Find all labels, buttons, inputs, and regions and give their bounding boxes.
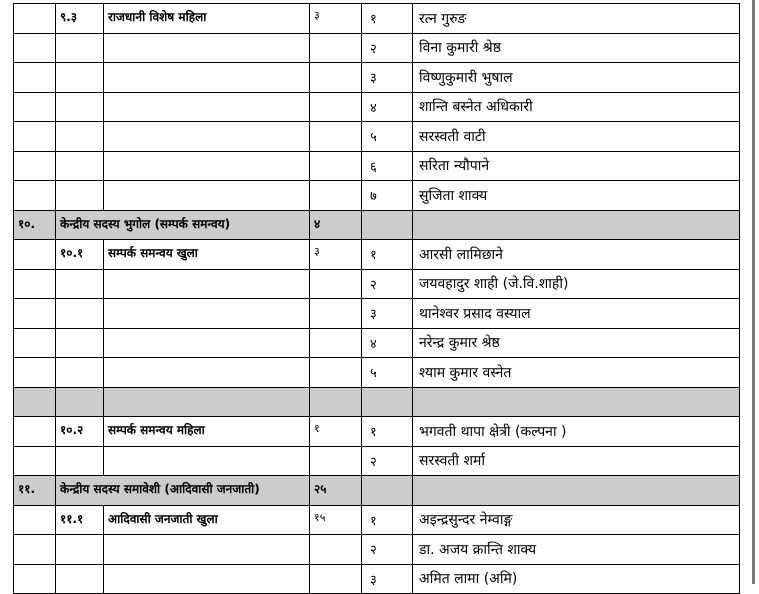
serial-cell (362, 387, 413, 417)
serial-cell: ३ (362, 564, 413, 594)
subcategory-title-cell (104, 181, 310, 211)
section-number-cell (14, 240, 56, 270)
subcategory-number-cell: १०.१ (56, 240, 104, 270)
serial-cell (362, 476, 413, 506)
section-number-cell (14, 299, 56, 329)
section-number-cell: ११. (14, 476, 56, 506)
subcategory-number-cell (56, 328, 104, 358)
candidate-name-cell: अमित लामा (अमि) (413, 564, 740, 594)
serial-cell: १ (362, 4, 413, 34)
candidate-name-cell (413, 387, 740, 417)
serial-cell: ४ (362, 92, 413, 122)
candidate-name-cell: विष्णुकुमारी भुषाल (413, 63, 740, 93)
subcategory-title-cell: सम्पर्क समन्वय खुला (104, 240, 310, 270)
serial-cell: ५ (362, 358, 413, 388)
serial-cell: २ (362, 33, 413, 63)
subcategory-row (14, 4, 740, 34)
candidate-name-cell: सरिता न्यौपाने (413, 151, 740, 181)
subcategory-title-cell (104, 33, 310, 63)
serial-cell: ६ (362, 151, 413, 181)
subcategory-title-cell (104, 299, 310, 329)
subcategory-number-cell (56, 535, 104, 565)
section-number-cell (14, 4, 56, 34)
subcategory-title-cell (104, 269, 310, 299)
subcategory-title-cell (104, 328, 310, 358)
subcategory-title-cell (104, 387, 310, 417)
subcategory-number-cell: १०.२ (56, 417, 104, 447)
serial-cell: २ (362, 269, 413, 299)
section-number-cell (14, 564, 56, 594)
section-number-cell (14, 358, 56, 388)
serial-cell: ५ (362, 122, 413, 152)
subcategory-number-cell: ९.३ (56, 4, 104, 34)
section-number-cell (14, 446, 56, 476)
seat-count-cell (310, 269, 362, 299)
subcategory-title-cell: सम्पर्क समन्वय महिला (104, 417, 310, 447)
seat-count-cell: २५ (310, 476, 362, 506)
serial-cell: ३ (362, 63, 413, 93)
candidate-name-cell: विना कुमारी श्रेष्ठ (413, 33, 740, 63)
section-number-cell (14, 417, 56, 447)
section-number-cell (14, 122, 56, 152)
candidate-name-cell: सरस्वती शर्मा (413, 446, 740, 476)
seat-count-cell (310, 151, 362, 181)
candidate-name-cell: अइन्द्रसुन्दर नेम्वाङ्ग (413, 505, 740, 535)
candidate-row (14, 63, 740, 93)
subcategory-title-cell (104, 564, 310, 594)
candidate-name-cell: भगवती थापा क्षेत्री (कल्पना ) (413, 417, 740, 447)
section-number-cell (14, 328, 56, 358)
page-edge-line (752, 0, 755, 584)
seat-count-cell (310, 181, 362, 211)
serial-cell: १ (362, 240, 413, 270)
subcategory-number-cell: ११.१ (56, 505, 104, 535)
candidate-row (14, 328, 740, 358)
seat-count-cell (310, 328, 362, 358)
candidate-name-cell: थानेश्वर प्रसाद वस्याल (413, 299, 740, 329)
candidate-row (14, 535, 740, 565)
candidate-row (14, 92, 740, 122)
blank-row (14, 387, 740, 417)
serial-cell: १ (362, 505, 413, 535)
seat-count-cell (310, 33, 362, 63)
candidate-name-cell: सुजिता शाक्य (413, 181, 740, 211)
serial-cell: ३ (362, 299, 413, 329)
subcategory-number-cell (56, 63, 104, 93)
subcategory-number-cell (56, 33, 104, 63)
candidate-row (14, 269, 740, 299)
section-number-cell (14, 33, 56, 63)
candidate-row (14, 181, 740, 211)
subcategory-number-cell (56, 358, 104, 388)
subcategory-title-cell (104, 358, 310, 388)
candidate-row (14, 564, 740, 594)
subcategory-title-cell (104, 446, 310, 476)
serial-cell: २ (362, 535, 413, 565)
seat-count-cell: ४ (310, 210, 362, 240)
candidate-row (14, 151, 740, 181)
candidate-row (14, 446, 740, 476)
candidate-name-cell: सरस्वती वाटी (413, 122, 740, 152)
seat-count-cell (310, 446, 362, 476)
subcategory-number-cell (56, 269, 104, 299)
candidate-name-cell (413, 210, 740, 240)
subcategory-number-cell (56, 387, 104, 417)
section-row (14, 210, 740, 240)
section-title-cell: केन्द्रीय सदस्य भुगोल (सम्पर्क समन्वय) (56, 210, 310, 240)
section-number-cell (14, 269, 56, 299)
seat-count-cell (310, 122, 362, 152)
candidate-name-cell: शान्ति बस्नेत अधिकारी (413, 92, 740, 122)
section-number-cell (14, 505, 56, 535)
serial-cell: ४ (362, 328, 413, 358)
section-number-cell (14, 181, 56, 211)
subcategory-number-cell (56, 564, 104, 594)
seat-count-cell (310, 299, 362, 329)
candidate-row (14, 299, 740, 329)
section-row (14, 476, 740, 506)
subcategory-title-cell (104, 535, 310, 565)
candidate-name-cell: डा. अजय क्रान्ति शाक्य (413, 535, 740, 565)
candidate-row (14, 358, 740, 388)
subcategory-row (14, 505, 740, 535)
subcategory-title-cell (104, 63, 310, 93)
subcategory-number-cell (56, 151, 104, 181)
subcategory-row (14, 417, 740, 447)
section-number-cell (14, 535, 56, 565)
seat-count-cell: ३ (310, 4, 362, 34)
seat-count-cell (310, 358, 362, 388)
subcategory-number-cell (56, 122, 104, 152)
subcategory-title-cell (104, 92, 310, 122)
seat-count-cell (310, 387, 362, 417)
section-number-cell (14, 387, 56, 417)
subcategory-number-cell (56, 299, 104, 329)
seat-count-cell: १५ (310, 505, 362, 535)
serial-cell: ७ (362, 181, 413, 211)
subcategory-number-cell (56, 92, 104, 122)
section-number-cell (14, 92, 56, 122)
candidate-name-cell: श्याम कुमार वस्नेत (413, 358, 740, 388)
subcategory-row (14, 240, 740, 270)
seat-count-cell (310, 63, 362, 93)
seat-count-cell: १ (310, 417, 362, 447)
section-number-cell: १०. (14, 210, 56, 240)
candidate-name-cell: रत्न गुरुङ (413, 4, 740, 34)
subcategory-title-cell (104, 151, 310, 181)
candidate-table (13, 3, 740, 594)
seat-count-cell (310, 535, 362, 565)
subcategory-number-cell (56, 181, 104, 211)
section-number-cell (14, 151, 56, 181)
seat-count-cell (310, 564, 362, 594)
serial-cell: १ (362, 417, 413, 447)
candidate-row (14, 122, 740, 152)
seat-count-cell (310, 92, 362, 122)
candidate-name-cell: नरेन्द्र कुमार श्रेष्ठ (413, 328, 740, 358)
candidate-name-cell: जयवहादुर शाही (जे.वि.शाही) (413, 269, 740, 299)
section-title-cell: केन्द्रीय सदस्य समावेशी (आदिवासी जनजाती) (56, 476, 310, 506)
section-number-cell (14, 63, 56, 93)
subcategory-title-cell: राजधानी विशेष महिला (104, 4, 310, 34)
serial-cell (362, 210, 413, 240)
serial-cell: २ (362, 446, 413, 476)
candidate-row (14, 33, 740, 63)
candidate-name-cell: आरसी लामिछाने (413, 240, 740, 270)
candidate-name-cell (413, 476, 740, 506)
subcategory-title-cell: आदिवासी जनजाती खुला (104, 505, 310, 535)
subcategory-number-cell (56, 446, 104, 476)
seat-count-cell: ३ (310, 240, 362, 270)
subcategory-title-cell (104, 122, 310, 152)
